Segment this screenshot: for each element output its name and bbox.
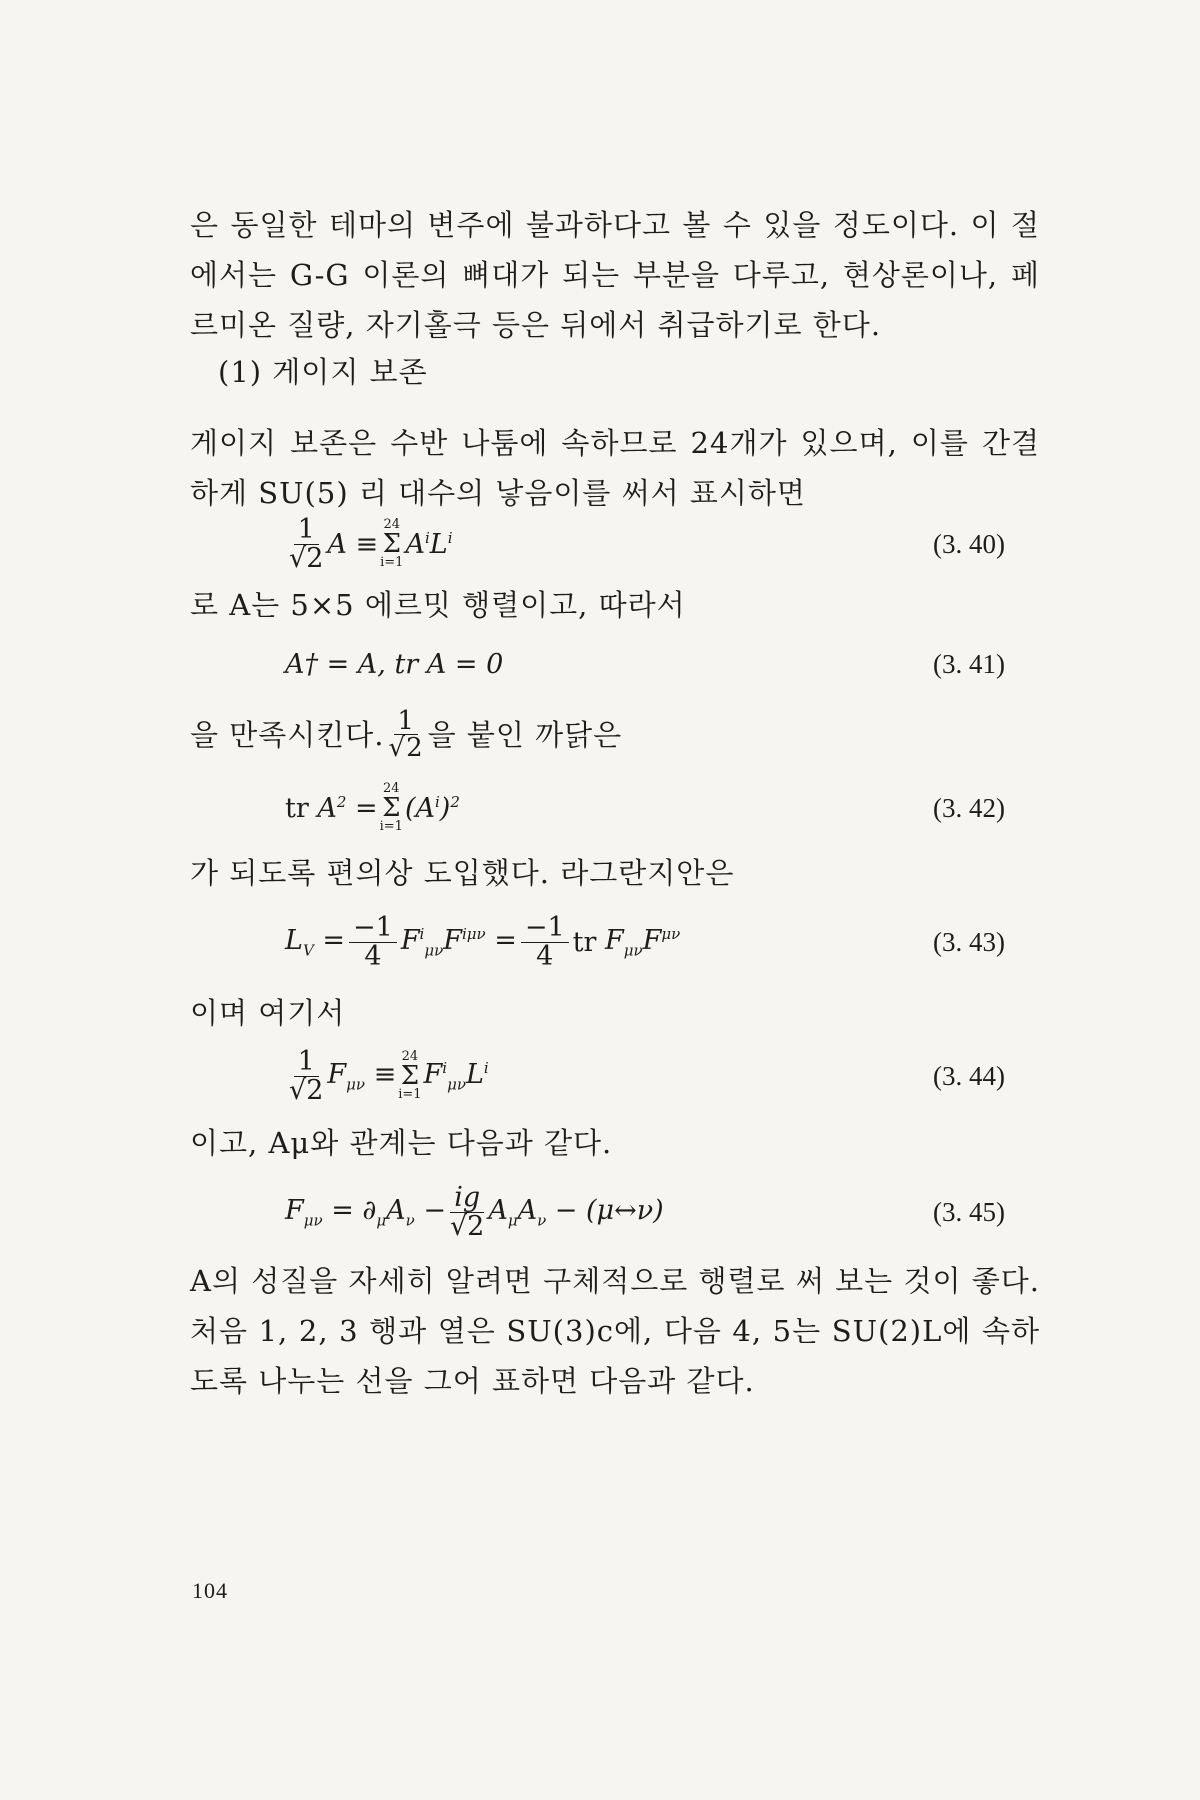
equation-3-44: $\frac{1}{√2}$ $F_{\mu\nu}$ ≡ 24 Σ i=1 $F^i_{\mu\nu}L^i$ (3. 44): [289, 1045, 1005, 1106]
paragraph-relation: 이고, Aμ와 관계는 다음과 같다.: [190, 1126, 613, 1160]
paragraph-satisfy: [190, 708, 1040, 761]
equation-number: (3. 40): [933, 528, 1005, 559]
paragraph-satisfy-before: 을 만족시킨다.: [190, 717, 385, 752]
equation-3-42: tr $A^2$ = 24 Σ i=1 $(A^i)^2$ (3. 42): [285, 781, 1005, 834]
paragraph-matrix: A의 성질을 자세히 알려면 구체적으로 행렬로 써 보는 것이 좋다. 처음 1, 2, 3 행과 열은 SU(3)c에, 다음 4, 5는 SU(2)L에 속하도록 나누는 선을 그어 표하면 다음과 같다.: [190, 1264, 1040, 1398]
equation-3-43: $L_V$ = $\frac{-1}{4}$ $F^i_{\mu\nu}F^{i\mu\nu}$ = $\frac{-1}{4}$ tr $F_{\mu\nu}F^{\mu\nu}$ (3. 43): [285, 911, 1005, 972]
equation-number: (3. 44): [933, 1060, 1005, 1091]
equation-3-45: $F_{\mu\nu} = \partial_\mu A_\nu$ − $\frac{ig}{√2}$ $A_\mu A_\nu$ − (μ↔ν) (3. 45): [285, 1181, 1005, 1242]
equation-3-41: [285, 628, 1005, 700]
paragraph-intro: 은 동일한 테마의 변주에 불과하다고 볼 수 있을 정도이다. 이 절에서는 G-G 이론의 뼈대가 되는 부분을 다루고, 현상론이나, 페르미온 질량, 자기홀극 등은 뒤에서 취급하기로 한다.: [190, 208, 1040, 342]
equation-3-40: $\frac{1}{√2}$ A ≡ 24 Σ i=1 $A^iL^i$ (3. 40): [289, 513, 1005, 574]
paragraph-gauge-boson: 게이지 보존은 수반 나툼에 속하므로 24개가 있으며, 이를 간결하게 SU(5) 리 대수의 낳음이를 써서 표시하면: [190, 426, 1040, 510]
equation-text: A† = A, tr A = 0: [285, 648, 504, 680]
section-heading: (1) 게이지 보존: [218, 355, 428, 389]
page-number: 104: [192, 1578, 228, 1603]
equation-number: (3. 42): [933, 792, 1005, 823]
paragraph-lagrangian: 가 되도록 편의상 도입했다. 라그란지안은: [190, 856, 735, 890]
paragraph-satisfy-after: 을 붙인 까닭은: [427, 717, 623, 752]
equation-number: (3. 45): [933, 1196, 1005, 1227]
equation-number: (3. 41): [933, 648, 1005, 679]
inline-fraction: $\frac{1}{√2}$: [388, 706, 424, 763]
paragraph-where: 이며 여기서: [190, 996, 346, 1030]
equation-number: (3. 43): [933, 926, 1005, 957]
paragraph-hermitian: 로 A는 5×5 에르밋 행렬이고, 따라서: [190, 588, 686, 622]
